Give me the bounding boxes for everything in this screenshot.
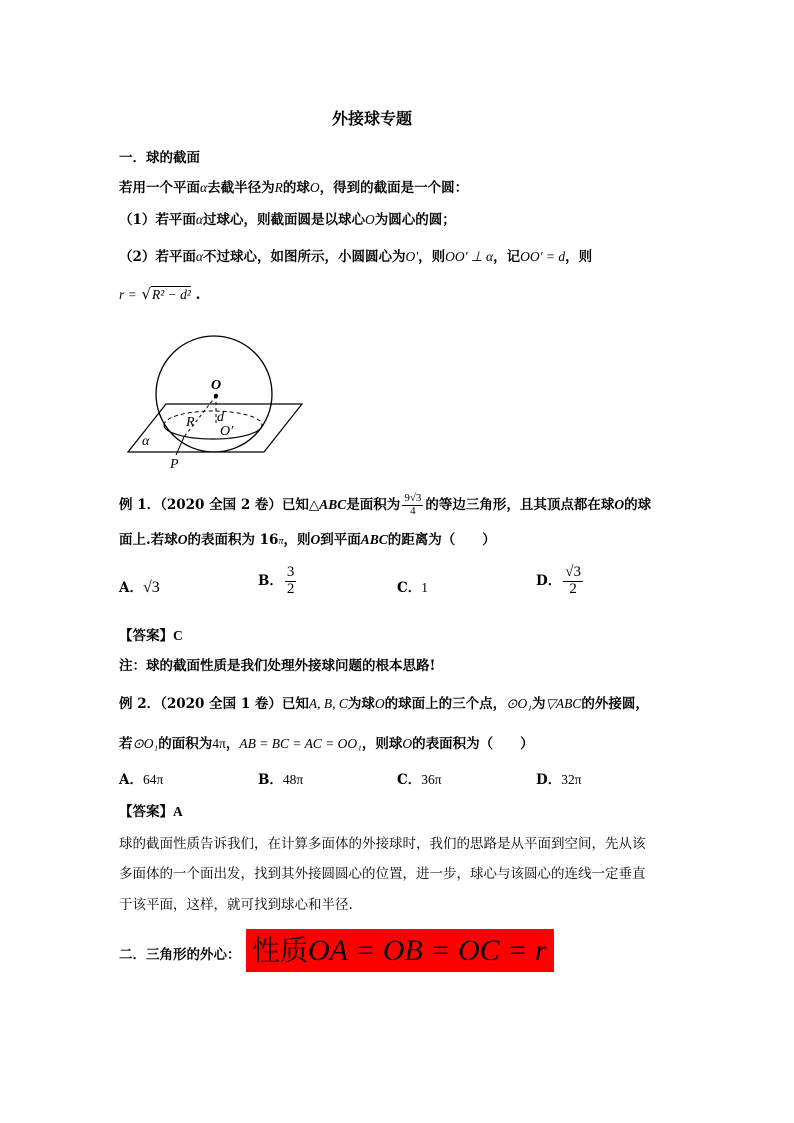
- section-circle-back: [164, 411, 262, 425]
- text: 的球面上的三个点，: [384, 696, 507, 712]
- answer-value: A: [173, 804, 183, 819]
- option-value: 32π: [561, 772, 582, 787]
- example1-option-a[interactable]: [119, 576, 160, 597]
- text: ，则: [418, 249, 446, 265]
- example2-line2: [119, 732, 534, 752]
- text: 例 2．（2020 全国 1 卷）已知: [119, 696, 309, 712]
- text: ，记: [493, 249, 521, 265]
- math-O: O: [614, 497, 625, 512]
- sphere-outline: [156, 336, 272, 452]
- example1-option-c[interactable]: [397, 576, 428, 596]
- math-O: O: [402, 736, 413, 751]
- option-letter: C．: [397, 772, 422, 788]
- section2-heading: 二．三角形的外心：: [119, 947, 241, 963]
- option-value: √3: [142, 579, 160, 596]
- text: ，则: [565, 249, 593, 265]
- section1-item2: [119, 245, 592, 265]
- text: 的球: [282, 180, 310, 196]
- math-perp: OO' ⊥ α: [445, 249, 494, 264]
- property-label: 性质: [252, 934, 309, 967]
- text: 为圆心的圆；: [374, 212, 456, 228]
- text: 到平面: [320, 532, 361, 548]
- example2-option-d[interactable]: [536, 768, 582, 788]
- option-value: 36π: [421, 772, 442, 787]
- math-ABC: ABC: [319, 497, 347, 512]
- sphere-section-diagram: [126, 333, 306, 473]
- example2-option-a[interactable]: [119, 768, 163, 788]
- sqrt-icon: √: [141, 285, 152, 303]
- math-O: O: [177, 532, 188, 547]
- text: 过球心，则截面圆是以球心: [203, 212, 365, 228]
- text: 的表面积为 16: [187, 532, 279, 548]
- section1-item1: [119, 208, 456, 228]
- property-formula: OA = OB = OC = r: [308, 934, 547, 967]
- text: .: [195, 287, 201, 303]
- answer-value: C: [173, 628, 183, 643]
- fraction-numerator: 3: [286, 564, 295, 580]
- label-O1: O′: [220, 424, 234, 439]
- example1-option-b[interactable]: [258, 565, 298, 598]
- example2-option-b[interactable]: [258, 768, 303, 788]
- answer-label: 【答案】: [119, 628, 173, 644]
- text: 去截半径为: [207, 180, 275, 196]
- label-O: O: [211, 378, 222, 393]
- text: 的表面积为（ ）: [412, 736, 534, 752]
- fraction-denominator: 4: [410, 505, 416, 517]
- math-alpha: α: [200, 180, 208, 195]
- option-letter: C．: [397, 580, 422, 596]
- text: 若用一个平面: [119, 180, 200, 196]
- option-value: 64π: [142, 772, 164, 787]
- math-r: r =: [119, 287, 137, 302]
- label-alpha: α: [142, 434, 150, 449]
- math-O1: O': [405, 249, 419, 264]
- text: （2）若平面: [119, 249, 196, 265]
- text: 为球: [347, 696, 375, 712]
- explanation-line-1: 球的截面性质告诉我们，在计算多面体的外接球时，我们的思路是从平面到空间，先从该: [119, 836, 646, 852]
- option-value: 1: [421, 580, 428, 595]
- math-alpha: α: [195, 249, 203, 264]
- math-O: O: [374, 696, 385, 711]
- text: 的面积为: [158, 736, 213, 752]
- fraction-denominator: 2: [286, 580, 295, 597]
- option-letter: B．: [258, 772, 283, 788]
- math-alpha: α: [195, 212, 203, 227]
- fraction: [563, 565, 583, 598]
- plane-alpha-shape: [128, 404, 302, 452]
- label-d: d: [217, 410, 224, 425]
- explanation-line-2: 多面体的一个面出发，找到其外接圆圆心的位置，进一步，球心与该圆心的连线一定垂直: [119, 866, 646, 882]
- math-ABC: ABC: [360, 532, 388, 547]
- fraction-numerator: √3: [565, 564, 581, 580]
- fraction: [285, 565, 297, 598]
- section1-formula: [119, 285, 200, 303]
- text: 的球: [624, 497, 652, 513]
- fraction: [402, 493, 423, 517]
- example2-line1: [119, 692, 649, 712]
- label-P: P: [170, 457, 179, 472]
- fraction-numerator: 9√3: [404, 492, 422, 505]
- example1-answer: [119, 624, 183, 644]
- text: 面上.若球: [119, 532, 178, 548]
- math-points: A, B, C: [308, 696, 348, 711]
- math-O: O: [310, 532, 321, 547]
- section1-intro: [119, 176, 468, 196]
- math-eq: AB = BC = AC = OO₁: [239, 736, 362, 751]
- text: 的距离为（ ）: [387, 532, 496, 548]
- math-O: O: [309, 180, 320, 195]
- text: 的等边三角形，且其顶点都在球: [425, 497, 615, 513]
- example1-line1: [119, 493, 651, 518]
- text: ，则球: [361, 736, 403, 752]
- text: 不过球心，如图所示，小圆圆心为: [203, 249, 406, 265]
- option-letter: B．: [258, 572, 283, 589]
- text: ，: [225, 736, 240, 752]
- example2-option-c[interactable]: [397, 768, 442, 788]
- text: 的外接圆，: [581, 696, 649, 712]
- math-eq: OO' = d: [520, 249, 566, 264]
- option-value: 48π: [282, 772, 304, 787]
- text: 若: [119, 736, 133, 752]
- section-circle-front: [164, 425, 262, 439]
- example1-option-d[interactable]: [536, 565, 585, 598]
- note-text: 注：球的截面性质是我们处理外接球问题的根本思路!: [119, 658, 436, 674]
- math-triangle: ▽ABC: [545, 696, 582, 711]
- math-pi: π: [278, 536, 284, 547]
- option-letter: D．: [536, 572, 562, 589]
- text: （1）若平面: [119, 212, 196, 228]
- math-O: O: [365, 212, 375, 227]
- math-R: R: [274, 180, 283, 195]
- text: 为: [531, 696, 546, 712]
- center-point: [214, 394, 218, 398]
- text: 是面积为: [346, 497, 401, 513]
- text: ，则: [283, 532, 311, 548]
- math-circle: ⊙O₁: [132, 736, 159, 751]
- option-letter: A．: [119, 580, 143, 596]
- example2-answer: [119, 800, 183, 820]
- option-letter: D．: [536, 772, 562, 788]
- math-area: 4π: [212, 736, 226, 751]
- page-title: 外接球专题: [331, 109, 412, 128]
- label-R: R: [186, 415, 195, 430]
- option-letter: A．: [119, 772, 143, 788]
- math-circle: ⊙O₁: [506, 696, 532, 711]
- answer-label: 【答案】: [119, 804, 173, 820]
- example1-line2: [119, 528, 496, 548]
- text: ，得到的截面是一个圆：: [319, 180, 469, 196]
- fraction-denominator: 2: [569, 580, 577, 597]
- text: 例 1．（2020 全国 2 卷）已知△: [119, 497, 320, 513]
- property-highlight-box: [246, 929, 554, 972]
- section1-heading: 一．球的截面: [119, 150, 200, 166]
- math-sqrt: R² − d²: [152, 287, 191, 302]
- explanation-line-3: 于该平面，这样，就可找到球心和半径.: [119, 897, 353, 913]
